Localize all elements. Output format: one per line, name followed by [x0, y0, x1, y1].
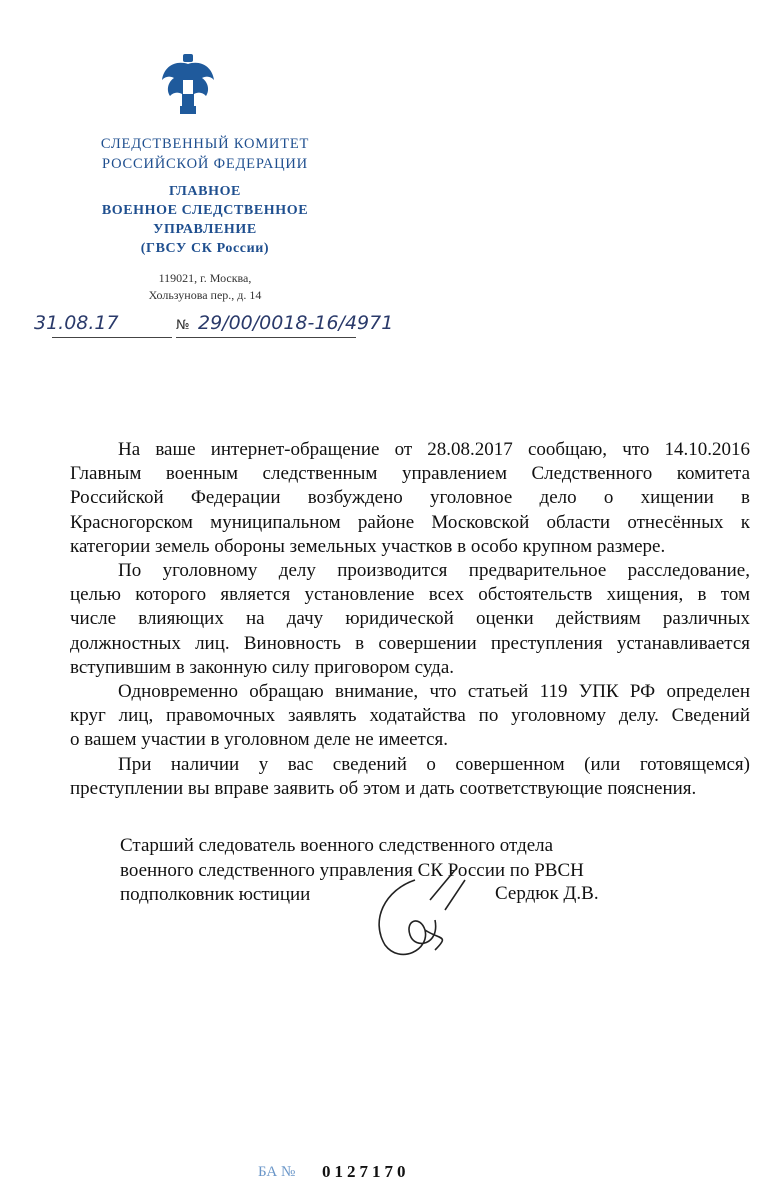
address-line: 119021, г. Москва, [158, 271, 252, 285]
text-line: Главным военным следственным управлением Следственного комитета [70, 463, 750, 485]
text-line: При наличии у вас сведений о совершенном (или готовящемся) [118, 753, 750, 775]
signer-position: Старший следователь военного следственного отдела [120, 835, 554, 856]
org-line: РОССИЙСКОЙ ФЕДЕРАЦИИ [102, 156, 308, 172]
letter-body [70, 438, 750, 801]
dept-line: (ГВСУ СК России) [140, 241, 270, 256]
text-line: Красногорском муниципальном районе Московской области отнесённых к [70, 511, 750, 533]
dept-line: УПРАВЛЕНИЕ [153, 222, 257, 237]
text-line: числе влияющих на дачу юридической оценки действиям различных [70, 608, 750, 630]
text-line: вступившим в законную силу приговором суда. [70, 656, 455, 678]
serial-number: 0127170 [322, 1162, 410, 1181]
text-line: На ваше интернет-обращение от 28.08.2017 сообщаю, что 14.10.2016 [118, 439, 750, 460]
address-line: Хользунова пер., д. 14 [148, 288, 262, 302]
paragraph [70, 753, 750, 801]
text-line: целью которого является установление всех обстоятельств хищения, в том [70, 584, 750, 606]
text-line: Одновременно обращаю внимание, что статьей 119 УПК РФ определен [118, 681, 750, 703]
text-line: категории земель обороны земельных участков в особо крупном размере. [70, 535, 666, 557]
paragraph [70, 559, 750, 680]
paragraph [70, 438, 750, 559]
handwritten-date: 31.08.17 [34, 312, 119, 334]
dept-line: ВОЕННОЕ СЛЕДСТВЕННОЕ [101, 203, 309, 218]
handwritten-number: 29/00/0018-16/4971 [198, 312, 394, 334]
number-underline [176, 337, 356, 338]
text-line: Российской Федерации возбуждено уголовное дело о хищении в [70, 487, 750, 509]
text-line: должностных лиц. Виновность в совершении преступления устанавливается [70, 632, 750, 654]
address [60, 270, 350, 304]
number-label: № [176, 318, 190, 333]
text-line: круг лиц, правомочных заявлять ходатайства по уголовному делу. Сведений [70, 705, 750, 727]
dept-line: ГЛАВНОЕ [169, 184, 241, 199]
series-label: БА № [258, 1164, 296, 1180]
text-line: о вашем участии в уголовном деле не имеется. [70, 729, 449, 751]
text-line: преступлении вы вправе заявить об этом и дать соответствующие пояснения. [70, 777, 697, 799]
org-line: СЛЕДСТВЕННЫЙ КОМИТЕТ [100, 136, 310, 152]
handwritten-signature [355, 860, 485, 970]
organization-name [60, 134, 350, 174]
coat-of-arms-emblem [158, 52, 218, 118]
paragraph [70, 680, 750, 753]
signer-unit: военного следственного управления СК России по РВСН [120, 859, 584, 881]
signer-name: Сердюк Д.В. [495, 883, 599, 904]
department-name [60, 182, 350, 258]
date-underline [52, 337, 172, 338]
signer-rank: подполковник юстиции [120, 884, 311, 905]
text-line: По уголовному делу производится предварительное расследование, [118, 560, 750, 582]
